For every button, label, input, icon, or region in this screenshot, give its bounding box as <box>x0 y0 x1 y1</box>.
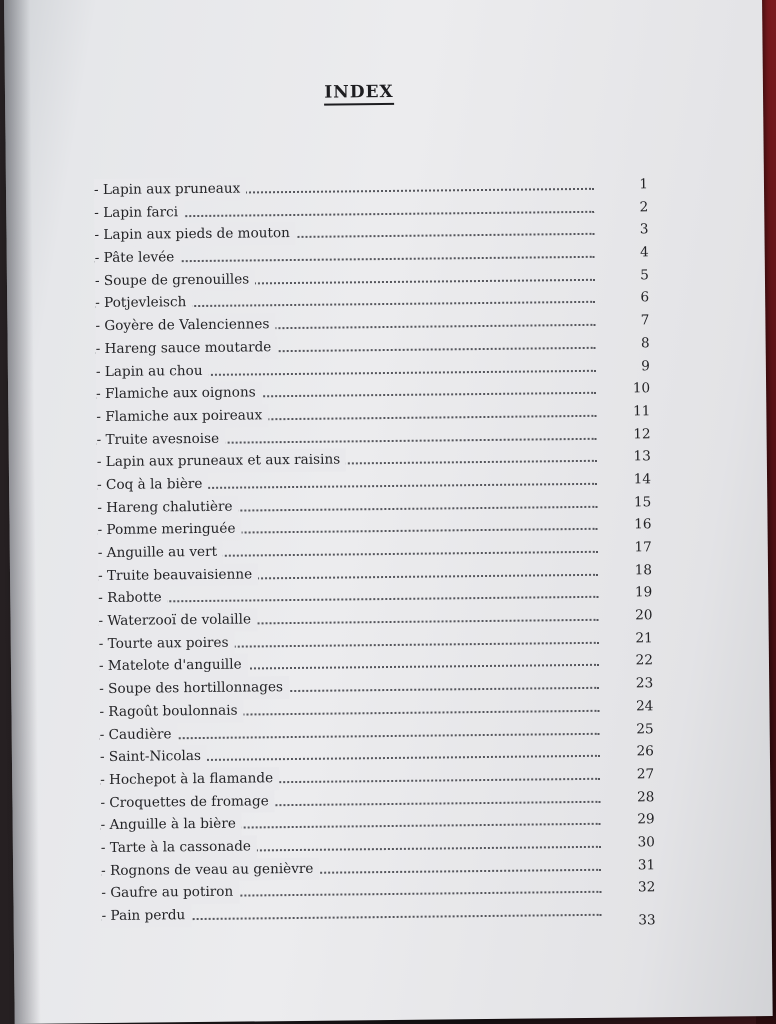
entry-page-number: 31 <box>637 856 656 874</box>
entry-label: - Hareng chalutière <box>97 495 238 519</box>
entry-label: - Caudière <box>100 723 178 747</box>
entry-label: - Ragoût boulonnais <box>99 699 243 723</box>
entry-page-number: 17 <box>634 539 652 556</box>
entry-label: - Soupe de grenouilles <box>95 268 256 292</box>
entry-label: - Rognons de veau au genièvre <box>101 857 320 882</box>
entry-page-number: 29 <box>637 811 655 828</box>
entry-page-number: 32 <box>637 879 656 896</box>
entry-label: - Flamiche aux poireaux <box>96 404 268 429</box>
entry-label: - Lapin aux pruneaux et aux raisins <box>97 449 347 474</box>
index-title: INDEX <box>324 82 394 106</box>
entry-label: - Lapin aux pruneaux <box>94 177 247 201</box>
entry-label: - Hareng sauce moutarde <box>96 336 278 361</box>
entry-label: - Gaufre au potiron <box>101 881 239 905</box>
entry-page-number: 19 <box>634 584 653 601</box>
entry-page-number: 11 <box>632 403 651 420</box>
entry-page-number: 13 <box>633 448 651 465</box>
entry-label: - Potjevleisch <box>95 291 192 315</box>
entry-page-number: 9 <box>641 357 650 374</box>
entry-page-number: 2 <box>639 198 649 216</box>
entry-page-number: 16 <box>634 516 652 533</box>
entry-page-number: 20 <box>635 607 653 624</box>
entry-page-number: 28 <box>636 788 655 805</box>
dot-leader <box>98 596 598 603</box>
entry-label: - Goyère de Valenciennes <box>95 313 275 338</box>
entry-page-number: 30 <box>637 834 655 851</box>
index-list <box>94 173 662 928</box>
entry-page-number: 4 <box>639 244 649 261</box>
entry-page-number: 22 <box>635 652 654 669</box>
entry-label: - Waterzooï de volaille <box>98 608 257 632</box>
entry-label: - Coq à la bière <box>97 473 209 497</box>
entry-label: - Truite beauvaisienne <box>98 563 258 587</box>
entry-label: - Tourte aux poires <box>99 631 235 655</box>
entry-page-number: 24 <box>636 698 654 715</box>
entry-page-number: 23 <box>635 675 654 692</box>
entry-page-number: 14 <box>633 471 652 488</box>
entry-label: - Tarte à la cassonade <box>101 835 257 859</box>
book-page <box>4 0 773 1024</box>
entry-label: - Lapin au chou <box>96 359 209 383</box>
entry-label: - Flamiche aux oignons <box>96 382 262 406</box>
entry-label: - Anguille au vert <box>98 541 223 565</box>
entry-label: - Matelote d'anguille <box>99 654 248 678</box>
entry-page-number: 25 <box>636 720 654 737</box>
entry-page-number: 6 <box>640 289 650 306</box>
entry-page-number: 12 <box>633 425 651 442</box>
entry-label: - Soupe des hortillonnages <box>99 676 289 701</box>
entry-page-number: 7 <box>640 312 650 329</box>
entry-label: - Pain perdu <box>101 904 191 928</box>
entry-label: - Rabotte <box>98 587 168 610</box>
entry-label: - Pomme meringuée <box>97 518 241 542</box>
entry-page-number: 8 <box>640 335 650 352</box>
entry-label: - Croquettes de fromage <box>100 790 275 815</box>
entry-label: - Anguille à la bière <box>101 813 242 837</box>
entry-page-number: 33 <box>638 912 656 929</box>
entry-page-number: 21 <box>635 629 653 647</box>
entry-page-number: 15 <box>633 493 652 511</box>
entry-page-number: 3 <box>639 221 649 238</box>
index-entry <box>101 899 661 928</box>
entry-page-number: 18 <box>634 561 653 579</box>
entry-page-number: 27 <box>636 766 655 783</box>
entry-page-number: 10 <box>632 380 651 397</box>
page-title <box>5 79 713 109</box>
entry-page-number: 26 <box>636 743 654 760</box>
entry-label: - Saint-Nicolas <box>100 745 207 769</box>
entry-label: - Lapin farci <box>94 201 184 225</box>
entry-page-number: 5 <box>640 267 649 284</box>
entry-label: - Lapin aux pieds de mouton <box>94 222 296 247</box>
entry-label: - Pâte levée <box>95 246 181 270</box>
entry-page-number: 1 <box>639 176 649 193</box>
entry-label: - Hochepot à la flamande <box>100 767 279 792</box>
entry-label: - Truite avesnoise <box>96 427 225 451</box>
